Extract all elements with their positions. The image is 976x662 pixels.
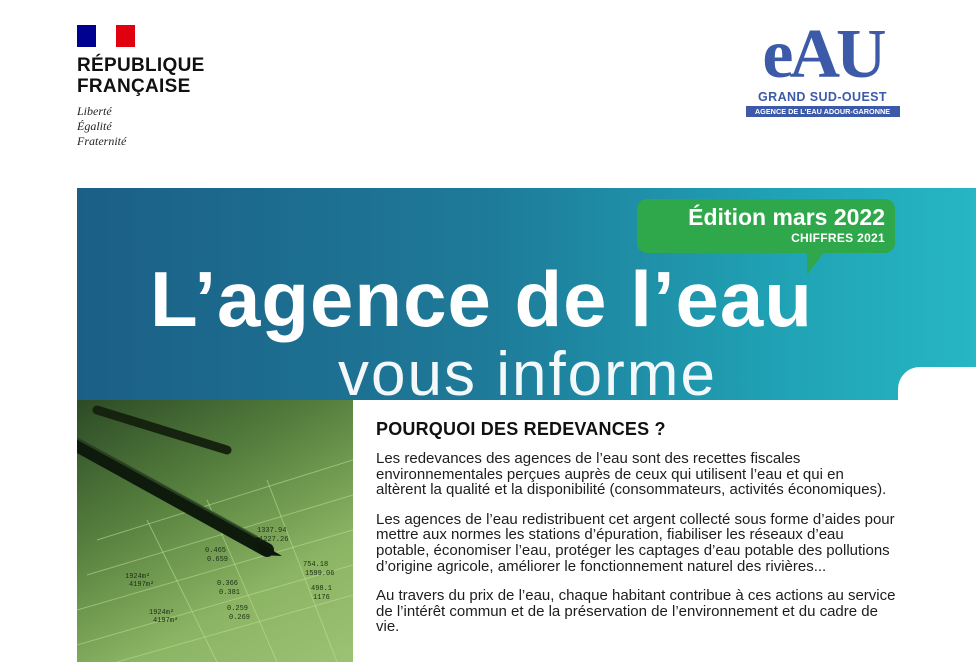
photo-figure: 1924m² xyxy=(149,609,175,617)
photo-figure: 0.381 xyxy=(219,589,241,597)
edition-date: Édition mars 2022 xyxy=(688,204,885,230)
article-paragraph: Les agences de l’eau redistribuent cet argent collecté sous forme d’aides pour mettre aux normes les stations d’épuration, fiabiliser les réseaux d’eau potable, économiser l’eau, protéger les captages d’eau potable des pollutions d’origine agricole, améliorer le fonctionnement naturel des rivières... xyxy=(376,510,895,575)
republic-name-line1: RÉPUBLIQUE xyxy=(77,55,205,76)
eau-logo-agency: AGENCE DE L'EAU ADOUR-GARONNE xyxy=(746,106,900,117)
photo-figure: 1924m² xyxy=(125,573,151,581)
republic-name-line2: FRANÇAISE xyxy=(77,76,191,97)
edition-figures: CHIFFRES 2021 xyxy=(791,231,885,245)
motto-egalite: Égalité xyxy=(77,119,112,133)
edition-badge xyxy=(637,199,895,253)
banner-corner-cutout xyxy=(898,367,976,407)
article-heading: POURQUOI DES REDEVANCES ? xyxy=(376,419,666,439)
photo-figure: 0.465 xyxy=(205,547,227,555)
agence-eau-logo xyxy=(745,22,900,117)
french-flag-icon xyxy=(77,25,135,47)
flag-white-stripe xyxy=(96,25,115,47)
photo-figure: 0.659 xyxy=(207,556,229,564)
page-subtitle: vous informe xyxy=(338,340,717,400)
pen-on-spreadsheet-photo xyxy=(77,400,353,662)
flag-blue-stripe xyxy=(77,25,96,47)
photo-figure: 498.1 xyxy=(311,585,333,593)
eau-logo-word: eAU xyxy=(762,22,883,88)
photo-figure: 1337.94 xyxy=(257,527,287,535)
motto-fraternite: Fraternité xyxy=(77,134,127,148)
article-paragraph: Les redevances des agences de l’eau sont des recettes fiscales environnementales perçues auprès de ceux qui utilisent l’eau et qui en altèrent la qualité et la disponibilité (consommateurs, activités économiques). xyxy=(376,450,887,499)
photo-figure: 754.18 xyxy=(303,561,329,569)
republique-francaise-logo xyxy=(77,25,277,149)
photo-figure: 1176 xyxy=(313,594,330,602)
photo-figure: 4197m² xyxy=(153,617,179,625)
photo-figure: 0.259 xyxy=(227,605,249,613)
flag-red-stripe xyxy=(116,25,135,47)
page-title: L’agence de l’eau xyxy=(150,255,813,343)
motto-liberte: Liberté xyxy=(77,104,112,118)
photo-figure: 0.366 xyxy=(217,580,239,588)
photo-figure: 0.269 xyxy=(229,614,251,622)
photo-figure: 1227.26 xyxy=(259,536,289,544)
photo-figure: 4197m² xyxy=(129,581,155,589)
eau-logo-region: GRAND SUD-OUEST xyxy=(758,90,887,104)
article xyxy=(376,418,896,649)
article-paragraph: Au travers du prix de l’eau, chaque habitant contribue à ces actions au service de l’intérêt commun et de la préservation de l’environnement et du cadre de vie. xyxy=(376,587,896,636)
republic-name xyxy=(77,55,277,97)
photo-illustration xyxy=(77,400,353,662)
photo-figure: 1599.06 xyxy=(305,570,335,578)
republic-motto xyxy=(77,104,277,149)
